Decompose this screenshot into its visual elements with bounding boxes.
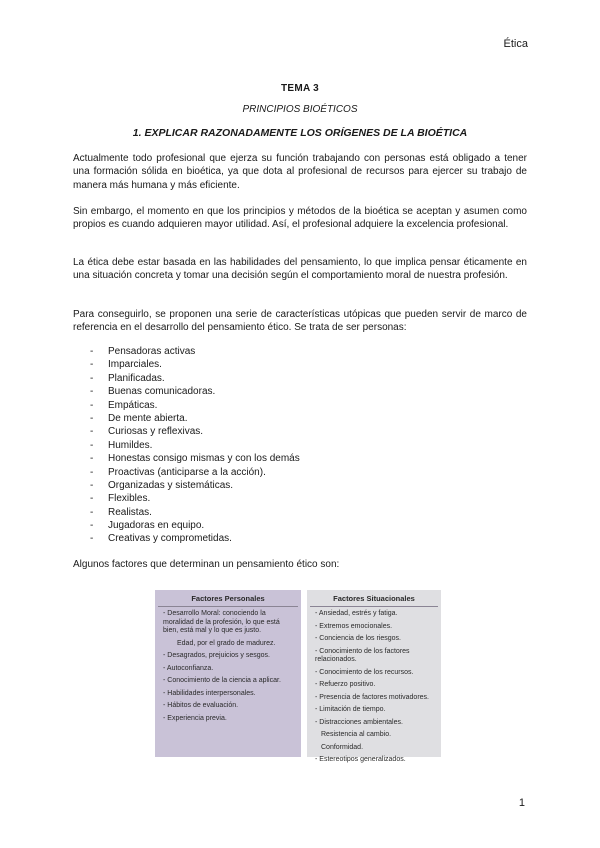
table-item: Edad, por el grado de madurez. [177,639,276,647]
list-item [90,492,300,505]
paragraph-5: Algunos factores que determinan un pensamiento ético son: [73,559,340,570]
bullet-dash: - [90,506,94,518]
characteristics-list [90,345,300,546]
header-label: Ética [503,38,528,50]
bullet-dash: - [90,426,94,438]
list-item [90,452,300,465]
table-item: - Distracciones ambientales. [315,718,403,726]
list-item [90,519,300,532]
bullet-dash: - [90,439,94,451]
list-item-text: Planificadas. [108,372,165,384]
bullet-dash: - [90,453,94,465]
list-item [90,425,300,438]
bullet-dash: - [90,346,94,357]
situational-factors-header: Factores Situacionales [310,590,438,607]
paragraph-3: La ética debe estar basada en las habilidades del pensamiento, lo que implica pensar éticamente en una situación concreta y tomar una decisión según el comportamiento moral de nuestra profesión. [73,257,527,282]
table-item: - Habilidades interpersonales. [163,689,256,697]
paragraph-1: Actualmente todo profesional que ejerza su función trabajando con personas está obligado a tener una formación sólida en bioética, ya que dota al profesional de recursos para ejercer su trabajo de manera más humana y más eficiente. [73,153,527,191]
list-item [90,466,300,479]
list-item-text: Imparciales. [108,359,162,371]
list-item [90,358,300,371]
list-item-text: Humildes. [108,439,153,451]
situational-factors-column [307,590,441,763]
paragraph-2: Sin embargo, el momento en que los principios y métodos de la bioética se aceptan y asumen como propios es cuando adquieren mayor utilidad. Así, el profesional adquiere la excelencia profesional. [73,206,527,231]
list-item [90,506,300,519]
bullet-dash: - [90,372,94,384]
table-item: - Desagrados, prejuicios y sesgos. [163,652,270,659]
list-item [90,345,300,358]
table-item: - Conocimiento de los recursos. [315,668,414,676]
factors-table [155,590,441,763]
personal-factors-column [155,590,301,757]
table-item: - Extremos emocionales. [315,622,393,630]
bullet-dash: - [90,399,94,411]
bullet-dash: - [90,412,94,424]
table-item: - Conciencia de los riesgos. [315,635,401,642]
list-item-text: De mente abierta. [108,412,188,424]
table-item: - Experiencia previa. [163,714,227,722]
document-subtitle: PRINCIPIOS BIOÉTICOS [242,104,358,115]
section-heading: 1. EXPLICAR RAZONADAMENTE LOS ORÍGENES DE LA BIOÉTICA [132,127,468,139]
personal-factors-header: Factores Personales [158,590,298,607]
bullet-dash: - [90,359,94,371]
table-item: - Limitación de tiempo. [315,706,386,713]
list-item-text: Empáticas. [108,399,158,411]
list-item-text: Jugadoras en equipo. [108,520,205,532]
list-item-text: Proactivas (anticiparse a la acción). [108,466,266,478]
list-item-text: Pensadoras activas [108,346,196,357]
page-number: 1 [518,797,525,809]
bullet-dash: - [90,493,94,505]
list-item [90,372,300,385]
list-item-text: Honestas consigo mismas y con los demás [108,453,300,465]
list-item-text: Realistas. [108,506,152,518]
list-item [90,479,300,492]
table-item: - Ansiedad, estrés y fatiga. [315,610,398,617]
bullet-dash: - [90,466,94,478]
list-item [90,412,300,425]
bullet-dash: - [90,520,94,532]
table-item: - Refuerzo positivo. [315,681,376,688]
list-item [90,385,300,398]
table-item: Conformidad. [321,743,364,751]
bullet-dash: - [90,479,94,491]
list-item-text: Creativas y comprometidas. [108,533,232,545]
table-item: - Autoconfianza. [163,664,214,672]
list-item-text: Flexibles. [108,493,151,505]
paragraph-4: Para conseguirlo, se proponen una serie de características utópicas que pueden servir de marco de referencia en el desarrollo del pensamiento ético. Se trata de ser personas: [73,309,527,334]
table-item: - Hábitos de evaluación. [163,702,239,709]
table-item: Resistencia al cambio. [321,731,392,738]
bullet-dash: - [90,386,94,398]
document-title: TEMA 3 [280,83,320,94]
list-item [90,439,300,452]
table-item: - Estereotipos generalizados. [315,756,406,763]
bullet-dash: - [90,533,94,545]
table-item: - Conocimiento de la ciencia a aplicar. [163,677,281,684]
list-item-text: Buenas comunicadoras. [108,386,216,398]
table-item: - Desarrollo Moral: conociendo la moralidad de la profesión, lo que está bien, está mal y lo que es justo. [163,610,280,634]
list-item-text: Curiosas y reflexivas. [108,426,204,438]
list-item-text: Organizadas y sistemáticas. [108,479,234,491]
table-item: - Presencia de factores motivadores. [315,693,429,701]
table-item: - Conocimiento de los factores relacionados. [315,647,410,663]
list-item [90,532,300,545]
list-item [90,399,300,412]
